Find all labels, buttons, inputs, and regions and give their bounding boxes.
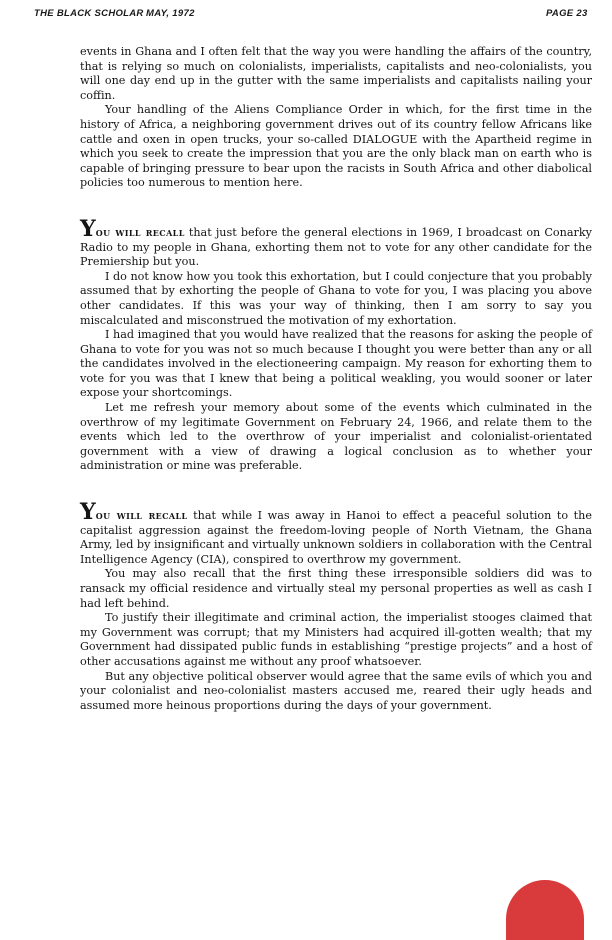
running-header [0,0,612,24]
article-body [80,45,592,713]
paragraph: Let me refresh your memory about some of the events which culminated in the overthrow of my legitimate Government on February 24, 1966, and relate them to the events which led to the overthrow of your imperialist and colonialist-orientated government with a view of drawing a logical conclusion as to whether your administration or mine was preferable. [80,401,592,473]
issue-date: MAY, 1972 [146,8,195,19]
section-break [80,474,592,506]
paragraph: Your handling of the Aliens Compliance Order in which, for the first time in the history of Africa, a neighboring government drives out of its country fellow Africans like cattle and oxen in open trucks, your so-called DIALOGUE with the Apartheid regime in which you seek to create the impression that you are the only black man on earth who is capable of bringing pressure to bear upon the racists in South Africa and other diabolical policies too numerous to mention here. [80,103,592,190]
paragraph: events in Ghana and I often felt that the way you were handling the affairs of the country, that is relying so much on colonialists, imperialists, capitalists and neo-colonialists, you will one day end up in the gutter with the same imperialists and capitalists nailing your coffin. [80,45,592,102]
page-number: PAGE 23 [546,8,588,19]
section-opening-paragraph [80,215,592,270]
paragraph-text: that just before the general elections in 1969, I broadcast on Conarky Radio to my people in Ghana, exhorting them not to vote for any other candidate for the Premiership but you. [80,225,592,269]
lead-in-smallcaps: ou will recall [95,224,185,239]
paragraph: To justify their illegitimate and criminal action, the imperialist stooges claimed that my Government was corrupt; that my Ministers had acquired ill-gotten wealth; that my Government had dissipated public funds in establishing “prestige projects” and a host of other accusations against me without any proof whatsoever. [80,611,592,668]
paragraph: I do not know how you took this exhortation, but I could conjecture that you probably assumed that by exhorting the people of Ghana to vote for you, I was placing you above other candidates. If this was your way of thinking, then I am sorry to say you miscalculated and misconstrued the motivation of my exhortation. [80,269,592,327]
drop-cap: Y [80,499,96,526]
paragraph: I had imagined that you would have realized that the reasons for asking the people of Ghana to vote for you was not so much because I thought you were better than any or all the candidates involved in the electioneering campaign. My reason for exhorting them to vote for you was that I knew that being a political weakling, you would sooner or later expose your shortcomings. [80,328,592,400]
paragraph: But any objective political observer would agree that the same evils of which you and your colonialist and neo-colonialist masters accused me, reared their ugly heads and assumed more heinous proportions during the days of your government. [80,669,592,712]
drop-cap: Y [80,215,96,242]
lead-in-smallcaps: ou will recall [95,508,188,523]
journal-title: THE BLACK SCHOLAR [34,8,144,19]
section-break [80,191,592,223]
paragraph: You may also recall that the first thing these irresponsible soldiers did was to ransack my official residence and virtually steal my personal properties as well as cash I had left behind. [80,567,592,610]
paragraph-text: that while I was away in Hanoi to effect a peaceful solution to the capitalist aggression against the freedom-loving people of North Vietnam, the Ghana Army, led by insignificant and virtually unknown soldiers in collaboration with the Central Intelligence Agency (CIA), conspired to overthrow my government. [80,509,592,566]
section-opening-paragraph [80,499,592,567]
floating-action-button[interactable] [506,880,584,940]
